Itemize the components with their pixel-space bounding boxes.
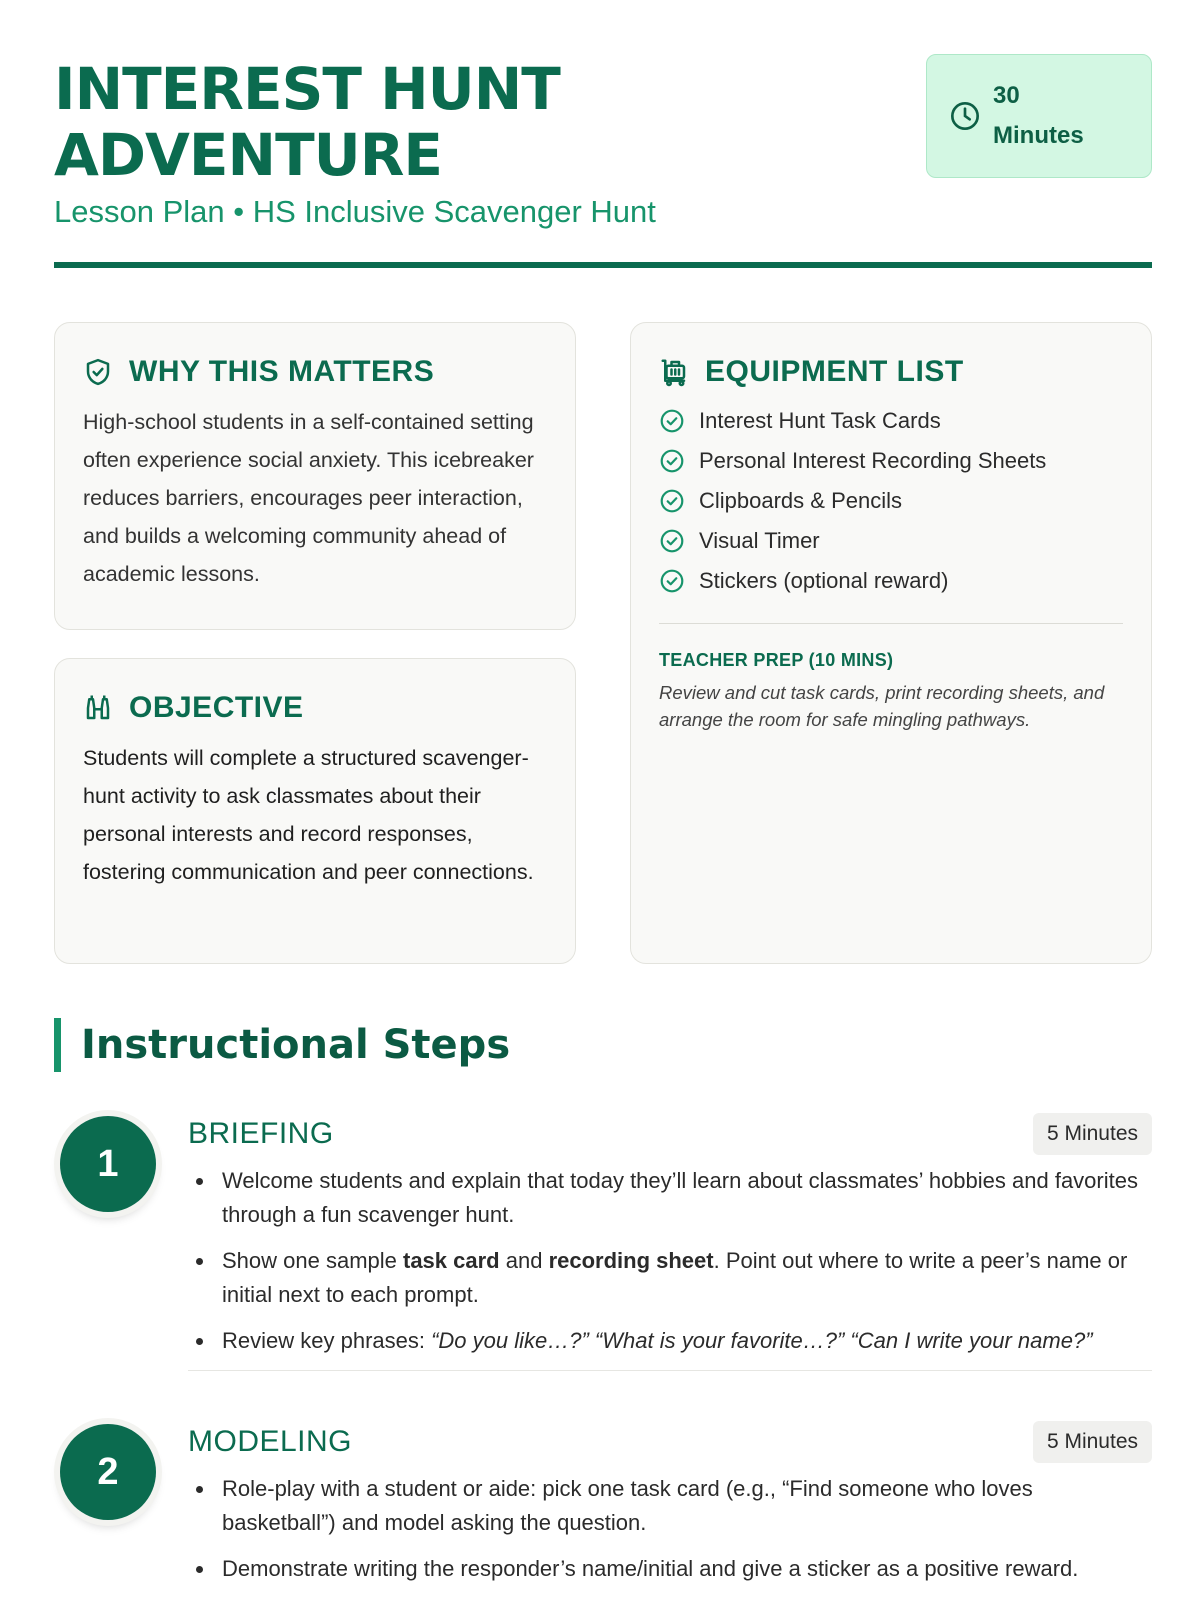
duration-value: 30 <box>993 82 1020 109</box>
list-item <box>659 441 1123 481</box>
title-line-1: INTEREST HUNT <box>54 55 560 123</box>
bold-term: recording sheet <box>548 1248 714 1273</box>
step-number-badge: 1 <box>60 1116 156 1212</box>
clock-icon <box>949 100 981 132</box>
bold-term: task card <box>403 1248 500 1273</box>
list-item: Demonstrate writing the responder’s name/initial and give a sticker as a positive reward. <box>188 1552 1152 1586</box>
luggage-cart-icon <box>659 357 689 387</box>
equipment-item-label: Stickers (optional reward) <box>699 568 949 593</box>
check-circle-icon <box>659 408 685 434</box>
step-duration-tag: 5 Minutes <box>1033 1421 1152 1463</box>
check-circle-icon <box>659 488 685 514</box>
step-number-badge: 2 <box>60 1424 156 1520</box>
equipment-item-label: Personal Interest Recording Sheets <box>699 448 1047 473</box>
equipment-divider <box>659 623 1123 624</box>
check-circle-icon <box>659 528 685 554</box>
list-item <box>659 401 1123 441</box>
step-name: BRIEFING <box>188 1117 334 1150</box>
duration-unit: Minutes <box>993 122 1084 149</box>
step-duration-tag: 5 Minutes <box>1033 1113 1152 1155</box>
equipment-list <box>659 401 1123 601</box>
equipment-item-label: Interest Hunt Task Cards <box>699 408 941 433</box>
step-bullets <box>188 1472 1152 1586</box>
objective-title: OBJECTIVE <box>129 691 304 724</box>
bullet-text: and <box>499 1248 549 1273</box>
check-circle-icon <box>659 448 685 474</box>
list-item <box>659 521 1123 561</box>
teacher-prep-label: TEACHER PREP (10 MINS) <box>659 650 894 670</box>
list-item <box>188 1324 1152 1358</box>
list-item: Role-play with a student or aide: pick one task card (e.g., “Find someone who loves basketball”) and model asking the question. <box>188 1472 1152 1540</box>
objective-body: Students will complete a structured scavenger-hunt activity to ask classmates about their personal interests and record responses, fostering communication and peer connections. <box>83 746 534 884</box>
key-phrases: “Do you like…?” “What is your favorite…?” “Can I write your name?” <box>431 1328 1093 1353</box>
bullet-text: . Point out where to write a peer’s name or initial next to each prompt. <box>222 1248 1128 1307</box>
header-divider <box>54 262 1152 268</box>
why-title: WHY THIS MATTERS <box>129 355 435 388</box>
page-title <box>54 56 754 188</box>
page-header <box>54 56 1152 230</box>
list-item <box>188 1244 1152 1312</box>
step-divider <box>188 1370 1152 1371</box>
check-circle-icon <box>659 568 685 594</box>
shield-check-icon <box>83 357 113 387</box>
step-name: MODELING <box>188 1425 353 1458</box>
title-line-2: ADVENTURE <box>54 121 443 189</box>
list-item <box>659 481 1123 521</box>
duration-badge <box>926 54 1152 178</box>
list-item <box>659 561 1123 601</box>
bullet-text: Review key phrases: <box>222 1328 432 1353</box>
equipment-title: EQUIPMENT LIST <box>705 355 964 388</box>
teacher-prep-text: Review and cut task cards, print recording sheets, and arrange the room for safe mingling pathways. <box>659 682 1105 730</box>
why-body: High-school students in a self-contained setting often experience social anxiety. This icebreaker reduces barriers, encourages peer interaction, and builds a welcoming community ahead of academic lessons. <box>83 410 534 586</box>
instructional-steps-heading: Instructional Steps <box>54 1018 510 1072</box>
equipment-card <box>630 322 1152 964</box>
page-subtitle: Lesson Plan • HS Inclusive Scavenger Hunt <box>54 194 656 229</box>
why-card <box>54 322 576 630</box>
list-item: Welcome students and explain that today they’ll learn about classmates’ hobbies and favorites through a fun scavenger hunt. <box>188 1164 1152 1232</box>
bullet-text: Show one sample <box>222 1248 403 1273</box>
objective-card <box>54 658 576 964</box>
step-bullets <box>188 1164 1152 1358</box>
equipment-item-label: Visual Timer <box>699 528 820 553</box>
equipment-item-label: Clipboards & Pencils <box>699 488 902 513</box>
binoculars-icon <box>83 693 113 723</box>
